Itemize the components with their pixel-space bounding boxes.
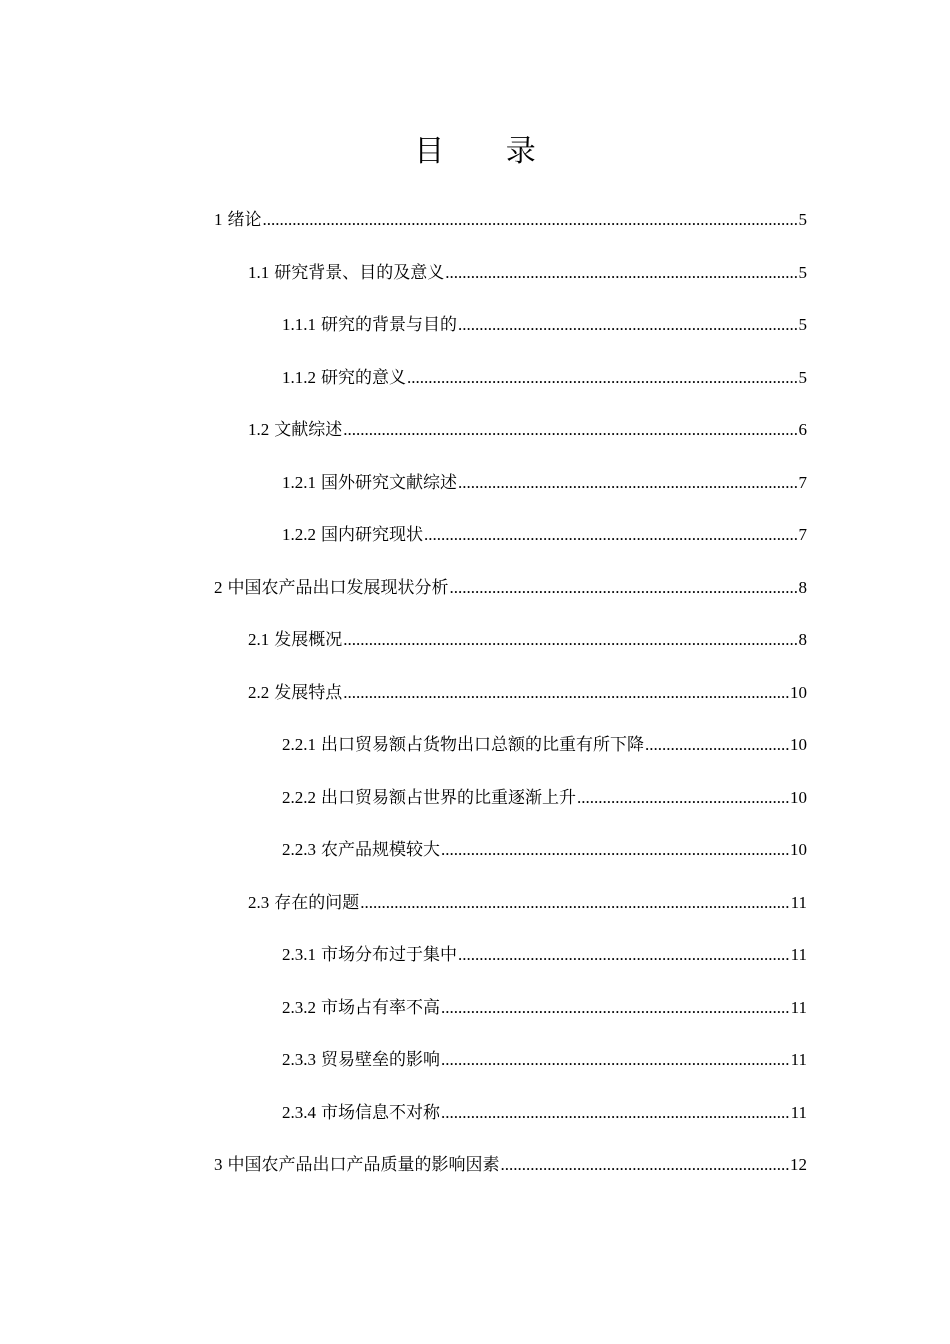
toc-entry-title: 研究的意义 [321,367,406,387]
toc-entry-title: 贸易壁垒的影响 [321,1050,440,1069]
toc-entry-title: 出口贸易额占货物出口总额的比重有所下降 [321,735,644,754]
toc-dot-leader [343,404,797,457]
toc-entry-number: 2 [214,577,223,597]
toc-entry[interactable] [214,247,807,300]
toc-entry[interactable] [214,614,807,667]
toc-title: 目 录 [414,134,562,169]
toc-page-number: 5 [798,262,807,282]
toc-entry-number: 1.2.1 [282,472,316,492]
toc-entry-title: 出口贸易额占世界的比重逐渐上升 [321,787,576,807]
toc-entry-title: 中国农产品出口发展现状分析 [227,577,449,597]
toc-entry-number: 2.3.1 [282,945,316,964]
toc-entry[interactable] [214,404,807,457]
toc-page-number: 5 [798,210,807,229]
toc-page-number: 6 [798,420,807,439]
toc-dot-leader [450,562,798,615]
toc-entry[interactable] [214,562,807,615]
toc-entry[interactable] [214,1087,807,1140]
toc-dot-leader [424,509,798,562]
toc-entry-number: 2.3.3 [282,1050,316,1069]
toc-entry-title: 发展特点 [274,682,343,702]
toc-page-number: 11 [790,997,807,1017]
toc-entry[interactable] [214,877,807,930]
toc-entry[interactable] [214,667,807,720]
toc-page-number: 5 [798,367,807,387]
toc-entry-number: 2.2.1 [282,735,316,754]
toc-entry[interactable] [214,352,807,405]
toc-dot-leader [501,1139,790,1192]
toc-entry-title: 绪论 [227,210,262,229]
toc-entry-title: 市场信息不对称 [321,1102,440,1122]
toc-dot-leader [645,719,789,772]
toc-entry-title: 中国农产品出口产品质量的影响因素 [227,1155,500,1174]
toc-entry-title: 农产品规模较大 [321,840,440,859]
toc-page-number: 10 [790,840,807,859]
toc-dot-leader [458,299,798,352]
toc-entry-number: 2.3.4 [282,1102,316,1122]
toc-page-number: 10 [790,787,807,807]
toc-entry[interactable] [214,824,807,877]
toc-page-number: 10 [790,682,807,702]
toc-entry[interactable] [214,982,807,1035]
table-of-contents [214,194,807,1192]
toc-entry-number: 1.1.1 [282,315,316,334]
toc-entry-number: 1.2.2 [282,525,316,544]
toc-entry-number: 2.3 [248,892,270,912]
toc-entry-title: 研究的背景与目的 [321,315,457,334]
toc-dot-leader [577,772,789,825]
toc-entry-number: 1.1 [248,262,270,282]
toc-entry-title: 研究背景、目的及意义 [274,262,445,282]
toc-entry-number: 2.2.2 [282,787,316,807]
toc-entry[interactable] [214,299,807,352]
toc-entry-number: 2.2 [248,682,270,702]
toc-dot-leader [360,877,789,930]
toc-page-number: 11 [790,945,807,964]
toc-page-number: 7 [798,525,807,544]
toc-entry[interactable] [214,457,807,510]
toc-entry-number: 1.2 [248,420,270,439]
toc-page-number: 11 [790,892,807,912]
toc-entry-title: 存在的问题 [274,892,360,912]
toc-entry-number: 2.2.3 [282,840,316,859]
toc-entry-title: 文献综述 [274,420,343,439]
toc-entry-number: 2.1 [248,630,270,649]
toc-entry-title: 国外研究文献综述 [321,472,457,492]
toc-page-number: 10 [790,735,807,754]
toc-entry[interactable] [214,929,807,982]
toc-dot-leader [458,457,798,510]
toc-page-number: 12 [790,1155,807,1174]
toc-dot-leader [441,1034,790,1087]
toc-page-number: 5 [798,315,807,334]
toc-entry-number: 2.3.2 [282,997,316,1017]
toc-entry-number: 1.1.2 [282,367,316,387]
toc-entry-title: 发展概况 [274,630,343,649]
toc-page-number: 7 [798,472,807,492]
toc-dot-leader [458,929,790,982]
toc-dot-leader [445,247,797,300]
toc-page-number: 11 [790,1050,807,1069]
toc-dot-leader [441,982,790,1035]
toc-entry-title: 国内研究现状 [321,525,423,544]
toc-entry-number: 1 [214,210,223,229]
toc-entry[interactable] [214,509,807,562]
toc-entry[interactable] [214,194,807,247]
toc-entry-number: 3 [214,1155,223,1174]
toc-page-number: 8 [798,577,807,597]
toc-page-number: 11 [790,1102,807,1122]
toc-page-number: 8 [798,630,807,649]
toc-entry[interactable] [214,1139,807,1192]
toc-dot-leader [263,194,798,247]
toc-entry-title: 市场分布过于集中 [321,945,457,964]
toc-dot-leader [407,352,798,405]
toc-entry[interactable] [214,719,807,772]
toc-dot-leader [343,667,789,720]
toc-dot-leader [441,1087,790,1140]
toc-entry[interactable] [214,1034,807,1087]
toc-dot-leader [343,614,797,667]
toc-entry-title: 市场占有率不高 [321,997,440,1017]
toc-dot-leader [441,824,789,877]
toc-entry[interactable] [214,772,807,825]
